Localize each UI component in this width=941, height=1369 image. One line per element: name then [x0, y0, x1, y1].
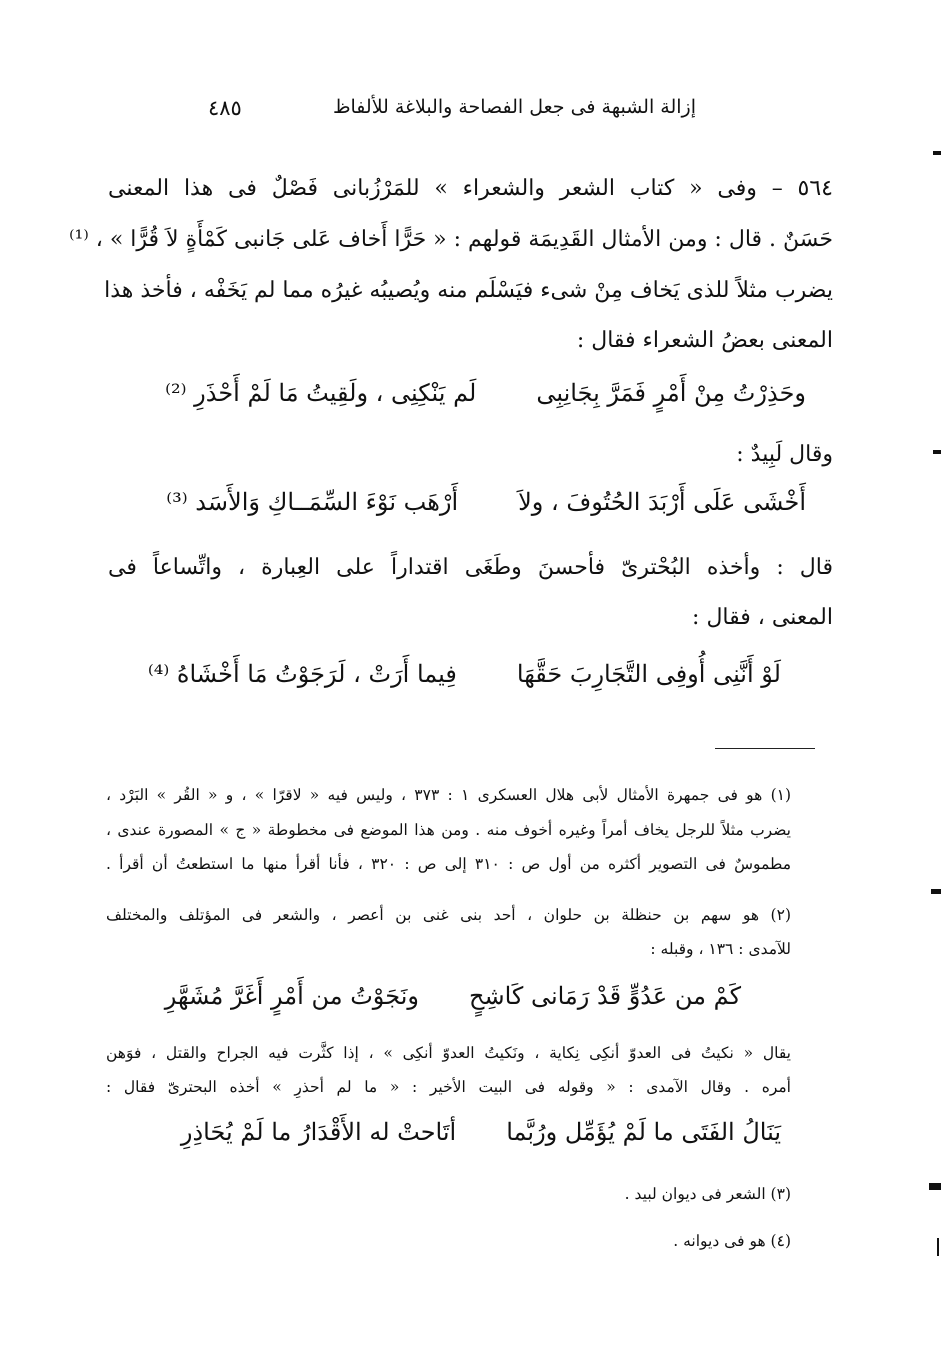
scan-mark: [929, 1183, 941, 1190]
footnote-line: أمره . وقال الآمدى : « وقوله فى البيت الأخير : « ما لم أحذرِ » أخذه البحترىّ فقال :: [106, 1078, 791, 1096]
scan-mark: [933, 151, 941, 155]
paragraph-line: المعنى ، فقال :: [692, 605, 833, 630]
verse-2-second-hemistich: أَرْهَب نَوْءَ السِّمَــاكِ وَالأَسَد ⁽³⁾: [166, 488, 459, 516]
scan-mark: [937, 1238, 939, 1256]
verse-3-second-hemistich: فِيما أَرَتْ ، لَرَجَوْتُ مَا أَخْشَاهُ ⁽⁴⁾: [147, 660, 457, 688]
footnote-line: (١) هو فى جمهرة الأمثال لأبى هلال العسكرى ١ : ٣٧٣ ، وليس فيه « لاقرّا » ، و « القُر » البَرْد ،: [106, 786, 792, 804]
footnote-line: (٤) هو فى ديوانه .: [673, 1232, 791, 1250]
footnote-verse-1-second: ونَجَوْتُ من أَمْرٍ أَغَرَّ مُشَهَّرِ: [164, 982, 419, 1010]
verse-2-first-hemistich: أَخْشَى عَلَى أَرْبَدَ الحُتُوفَ ، ولاَ: [518, 488, 806, 516]
verse-1: [165, 379, 806, 407]
scan-mark: [933, 450, 941, 454]
footnote-line: يضرب مثلاً للرجل يخاف أمراً وغيره أخوف منه . ومن هذا الموضع فى مخطوطة « ج » المصورة عندى ،: [106, 821, 791, 839]
footnote-verse-2-first: يَنَالُ الفَتَى ما لَمْ يُؤَمِّل ورُبَّما: [506, 1118, 781, 1146]
footnote-line: (٣) الشعر فى ديوان لبيد .: [624, 1185, 791, 1203]
running-header-title: إزالة الشبهة فى جعل الفصاحة والبلاغة للألفاظ: [332, 96, 696, 118]
footnote-verse-1: [165, 982, 741, 1010]
verse-1-first-hemistich: وحَذِرْتُ مِنْ أَمْرٍ فَمَرَّ بِجَانِبِى: [536, 379, 806, 407]
verse-3: [148, 660, 781, 688]
footnote-line: يقال « نكيتُ فى العدوّ أنكِى نِكاية ، ونَكيتُ العدوّ أنكِى » ، إذا كثَّرت فيه الجراح والقتل ، فوَهن: [106, 1044, 791, 1062]
verse-1-second-hemistich: لَم يَنْكِنِى ، ولَقِيتُ مَا لَمْ أَحْذَرِ ⁽²⁾: [165, 379, 477, 407]
footnote-line: للآمدى : ١٣٦ ، وقبله :: [650, 940, 791, 958]
verse-3-first-hemistich: لَوْ أَنَّنِى أُوفِى التَّجَارِبَ حَقَّهَا: [516, 660, 781, 688]
paragraph-line: قال : وأخذه البُحْترىّ فأحسنَ وطَغَى اقتداراً على العِبارة ، واتِّساعاً فى: [108, 555, 833, 580]
paragraph-line: وقال لَبِيدٌ :: [736, 442, 833, 467]
footnote-verse-2-second: أتَاحتْ له الأَقْدَارُ ما لَمْ يُحَاذِرِ: [180, 1118, 457, 1146]
verse-2: [166, 488, 806, 516]
footnote-verse-1-first: كَمْ من عَدُوٍّ قَدْ رَمَانى كَاشِحٍ: [468, 982, 741, 1010]
page-number: ٤٨٥: [208, 96, 242, 120]
paragraph-line: يضرب مثلاً للذى يَخاف مِنْ شىء فيَسْلَم منه ويُصيبُه غيرُه مما لم يَخَفْه ، فأخذ هذا: [104, 278, 833, 303]
footnote-verse-2: [181, 1118, 781, 1146]
footnote-line: (٢) هو سهم بن حنظلة بن حلوان ، أحد بنى غنى بن أعصر ، والشعر فى المؤتلف والمختلف: [106, 906, 791, 924]
paragraph-line: حَسَنٌ . قال : ومن الأمثال القَدِيمَة قولهم : « حَرًّا أَخاف عَلى جَانبى كَمْأَةٍ لاَ قُرًّا » ، ⁽¹⁾: [69, 227, 833, 252]
paragraph-line: المعنى بعضُ الشعراء فقال :: [576, 328, 833, 353]
paragraph-line: ٥٦٤ – وفى « كتاب الشعر والشعراء » للمَرْزُبانى فَصْلٌ فى هذا المعنى: [108, 176, 833, 201]
scan-mark: [931, 889, 941, 894]
footnote-line: مطموسٌ فى التصوير أكثره من أول ص : ٣١٠ إلى ص : ٣٢٠ ، فأنا أقرأ منها ما استطعتُ أن أقرأ .: [106, 855, 791, 873]
footnote-separator: [715, 748, 815, 749]
